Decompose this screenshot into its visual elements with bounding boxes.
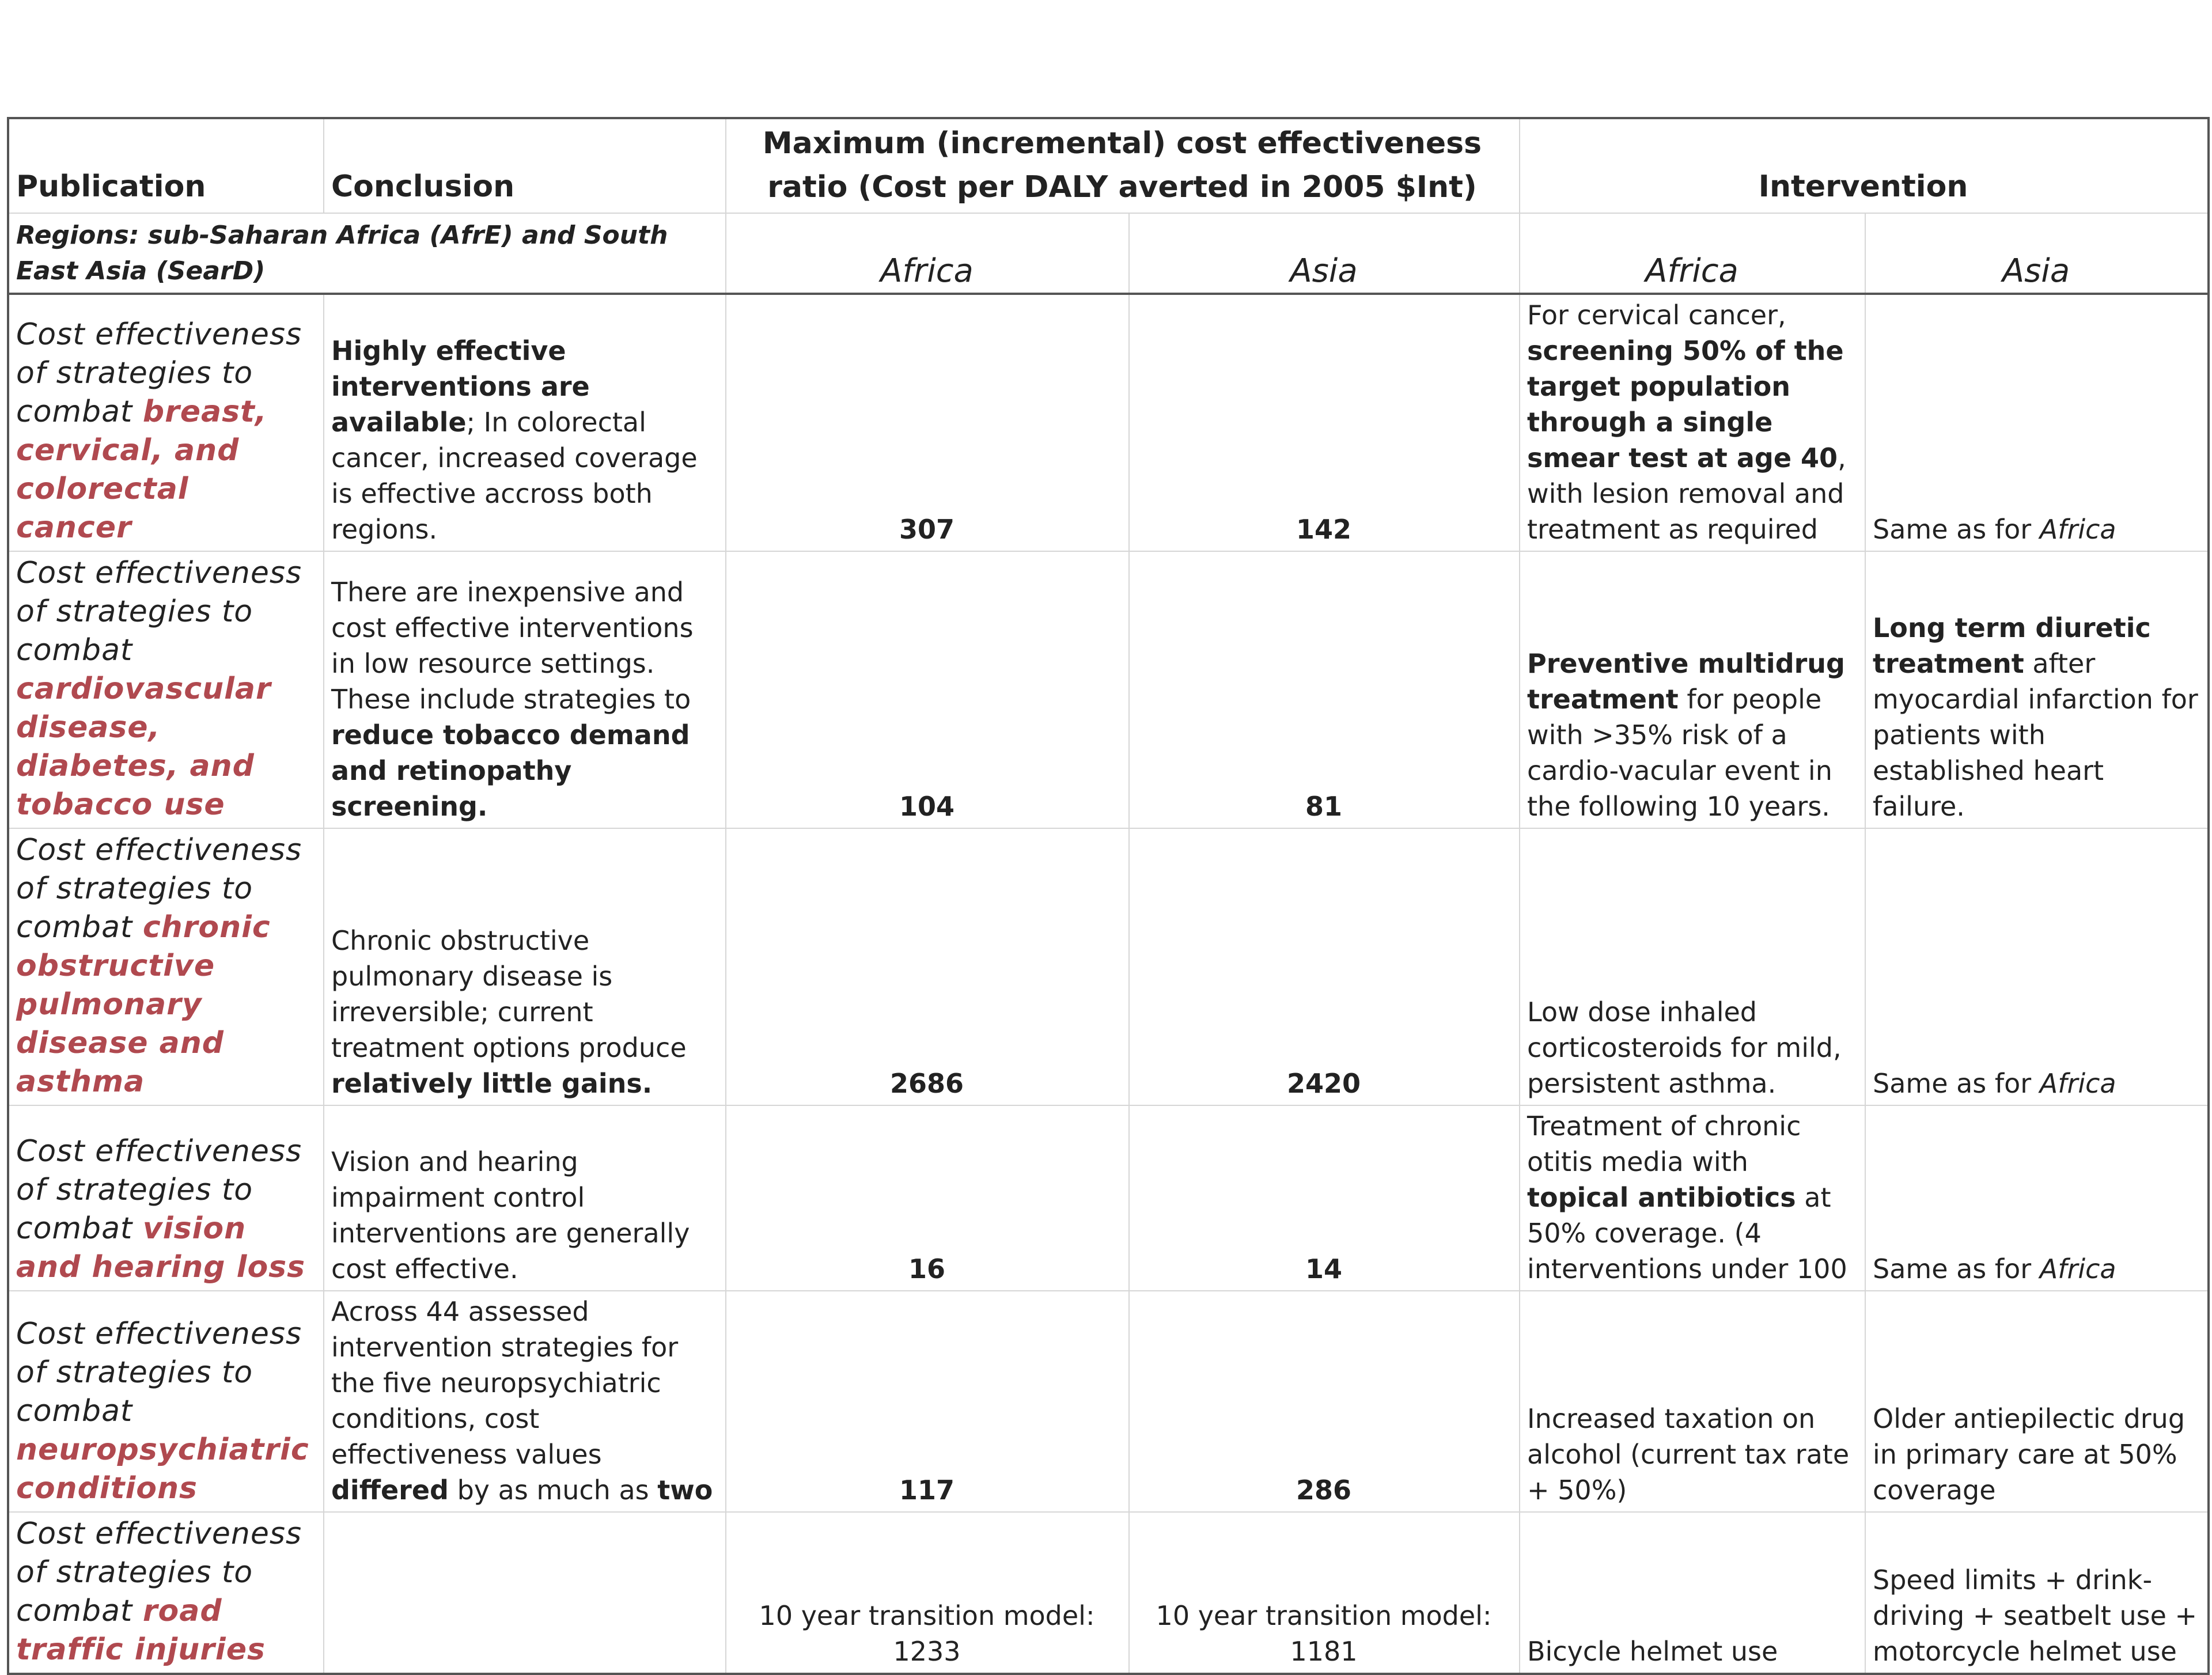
intervention-bold: Preventive multidrug treatment (1527, 648, 1845, 715)
publication-topic: vision and hearing loss (16, 1211, 306, 1284)
intervention-bold: topical antibiotics (1527, 1182, 1796, 1213)
publication-cell (8, 1291, 324, 1512)
ratio-asia-header: Asia (1129, 213, 1520, 294)
intervention-asia-header: Asia (1865, 213, 2209, 294)
intervention-africa-cell (1520, 551, 1865, 828)
intervention-asia-cell (1865, 551, 2209, 828)
conclusion-bold: differed (331, 1475, 449, 1506)
publication-prefix: Cost effectiveness of strategies to combat (16, 833, 302, 945)
table-row (8, 294, 2209, 551)
header-row (8, 118, 2209, 213)
africa-ratio-cell: 104 (726, 551, 1129, 828)
intervention-africa-cell (1520, 294, 1865, 551)
subheader-row (8, 213, 2209, 294)
intervention-text: after myocardial infarction for patients with established heart failure. (1873, 648, 2198, 822)
publication-cell (8, 1105, 324, 1291)
asia-ratio-cell: 81 (1129, 551, 1520, 828)
intervention-italic: Africa (2039, 1068, 2116, 1099)
intervention-text: For cervical cancer, (1527, 300, 1786, 331)
intervention-asia-cell (1865, 828, 2209, 1105)
conclusion-text: by as much as (448, 1475, 658, 1506)
intervention-text: for people with >35% risk of a cardio-vacular event in the following 10 years. (1527, 684, 1832, 822)
intervention-text: Bicycle helmet use (1527, 1636, 1778, 1667)
header-intervention: Intervention (1520, 118, 2209, 213)
asia-ratio-cell: 2420 (1129, 828, 1520, 1105)
table-row (8, 1105, 2209, 1291)
ratio-africa-header: Africa (726, 213, 1129, 294)
asia-ratio-cell: 14 (1129, 1105, 1520, 1291)
conclusion-cell (324, 551, 726, 828)
intervention-text: Older antiepilectic drug in primary care at 50% coverage (1873, 1403, 2186, 1506)
conclusion-bold: Highly effective interventions are available (331, 335, 590, 438)
table-row (8, 1512, 2209, 1674)
cost-effectiveness-table (7, 117, 2210, 1675)
intervention-asia-cell (1865, 1105, 2209, 1291)
header-conclusion: Conclusion (324, 118, 726, 213)
intervention-asia-cell (1865, 1512, 2209, 1674)
intervention-africa-header: Africa (1520, 213, 1865, 294)
africa-ratio-cell: 16 (726, 1105, 1129, 1291)
intervention-text: Low dose inhaled corticosteroids for mild, persistent asthma. (1527, 996, 1842, 1099)
africa-ratio-cell: 2686 (726, 828, 1129, 1105)
regions-label: Regions: sub-Saharan Africa (AfrE) and South East Asia (SearD) (8, 213, 726, 294)
intervention-text: Increased taxation on alcohol (current tax rate + 50%) (1527, 1403, 1850, 1506)
table-row (8, 828, 2209, 1105)
asia-ratio-cell: 286 (1129, 1291, 1520, 1512)
publication-topic: cardiovascular disease, diabetes, and tobacco use (16, 672, 271, 822)
publication-topic: neuropsychiatric conditions (16, 1433, 309, 1506)
conclusion-cell (324, 1291, 726, 1512)
publication-prefix: Cost effectiveness of strategies to combat (16, 1517, 302, 1628)
publication-prefix: Cost effectiveness of strategies to combat (16, 1317, 302, 1428)
publication-cell (8, 551, 324, 828)
publication-topic: road traffic injuries (16, 1594, 266, 1667)
conclusion-bold: two (657, 1475, 713, 1506)
conclusion-cell (324, 294, 726, 551)
conclusion-text: Vision and hearing impairment control interventions are generally cost effective. (331, 1146, 690, 1284)
africa-ratio-cell: 307 (726, 294, 1129, 551)
intervention-africa-cell (1520, 1291, 1865, 1512)
intervention-text: Speed limits + drink-driving + seatbelt use + motorcycle helmet use (1873, 1564, 2198, 1667)
conclusion-cell (324, 828, 726, 1105)
intervention-text: Same as for (1873, 1068, 2040, 1099)
intervention-asia-cell (1865, 294, 2209, 551)
table-row (8, 1291, 2209, 1512)
intervention-text: , with lesion removal and treatment as required (1527, 442, 1846, 545)
publication-prefix: Cost effectiveness of strategies to combat (16, 556, 302, 668)
conclusion-bold: relatively little gains. (331, 1068, 653, 1099)
header-publication: Publication (8, 118, 324, 213)
conclusion-bold: reduce tobacco demand and retinopathy screening. (331, 719, 690, 822)
intervention-italic: Africa (2039, 514, 2116, 545)
intervention-text: Same as for (1873, 1253, 2040, 1284)
header-ratio: Maximum (incremental) cost effectiveness ratio (Cost per DALY averted in 2005 $Int) (726, 118, 1520, 213)
publication-cell (8, 1512, 324, 1674)
publication-cell (8, 294, 324, 551)
intervention-text: Same as for (1873, 514, 2040, 545)
intervention-bold: Long term diuretic treatment (1873, 612, 2151, 679)
asia-ratio-cell: 142 (1129, 294, 1520, 551)
intervention-bold: screening 50% of the target population through a single smear test at age 40 (1527, 335, 1844, 473)
conclusion-cell (324, 1512, 726, 1674)
publication-cell (8, 828, 324, 1105)
intervention-africa-cell (1520, 828, 1865, 1105)
intervention-asia-cell (1865, 1291, 2209, 1512)
publication-topic: breast, cervical, and colorectal cancer (16, 395, 267, 545)
conclusion-text: ; In colorectal cancer, increased coverage is effective accross both regions. (331, 407, 698, 545)
publication-prefix: Cost effectiveness of strategies to combat (16, 1134, 302, 1246)
conclusion-text: Chronic obstructive pulmonary disease is irreversible; current treatment options produce (331, 925, 687, 1063)
intervention-text: Treatment of chronic otitis media with (1527, 1111, 1801, 1177)
intervention-africa-cell (1520, 1105, 1865, 1291)
conclusion-cell (324, 1105, 726, 1291)
publication-topic: chronic obstructive pulmonary disease and asthma (16, 910, 271, 1099)
africa-ratio-cell: 10 year transition model: 1233 (726, 1512, 1129, 1674)
publication-prefix: Cost effectiveness of strategies to combat (16, 317, 302, 429)
cost-effectiveness-table-wrapper (7, 117, 2207, 1667)
intervention-text: at 50% coverage. (4 interventions under 100 (1527, 1182, 1847, 1284)
conclusion-text: Across 44 assessed intervention strategies for the five neuropsychiatric conditions, cost effectiveness values (331, 1296, 679, 1470)
intervention-africa-cell (1520, 1512, 1865, 1674)
intervention-italic: Africa (2039, 1253, 2116, 1284)
asia-ratio-cell: 10 year transition model: 1181 (1129, 1512, 1520, 1674)
africa-ratio-cell: 117 (726, 1291, 1129, 1512)
table-row (8, 551, 2209, 828)
conclusion-text: There are inexpensive and cost effective interventions in low resource settings. These include strategies to (331, 577, 694, 715)
